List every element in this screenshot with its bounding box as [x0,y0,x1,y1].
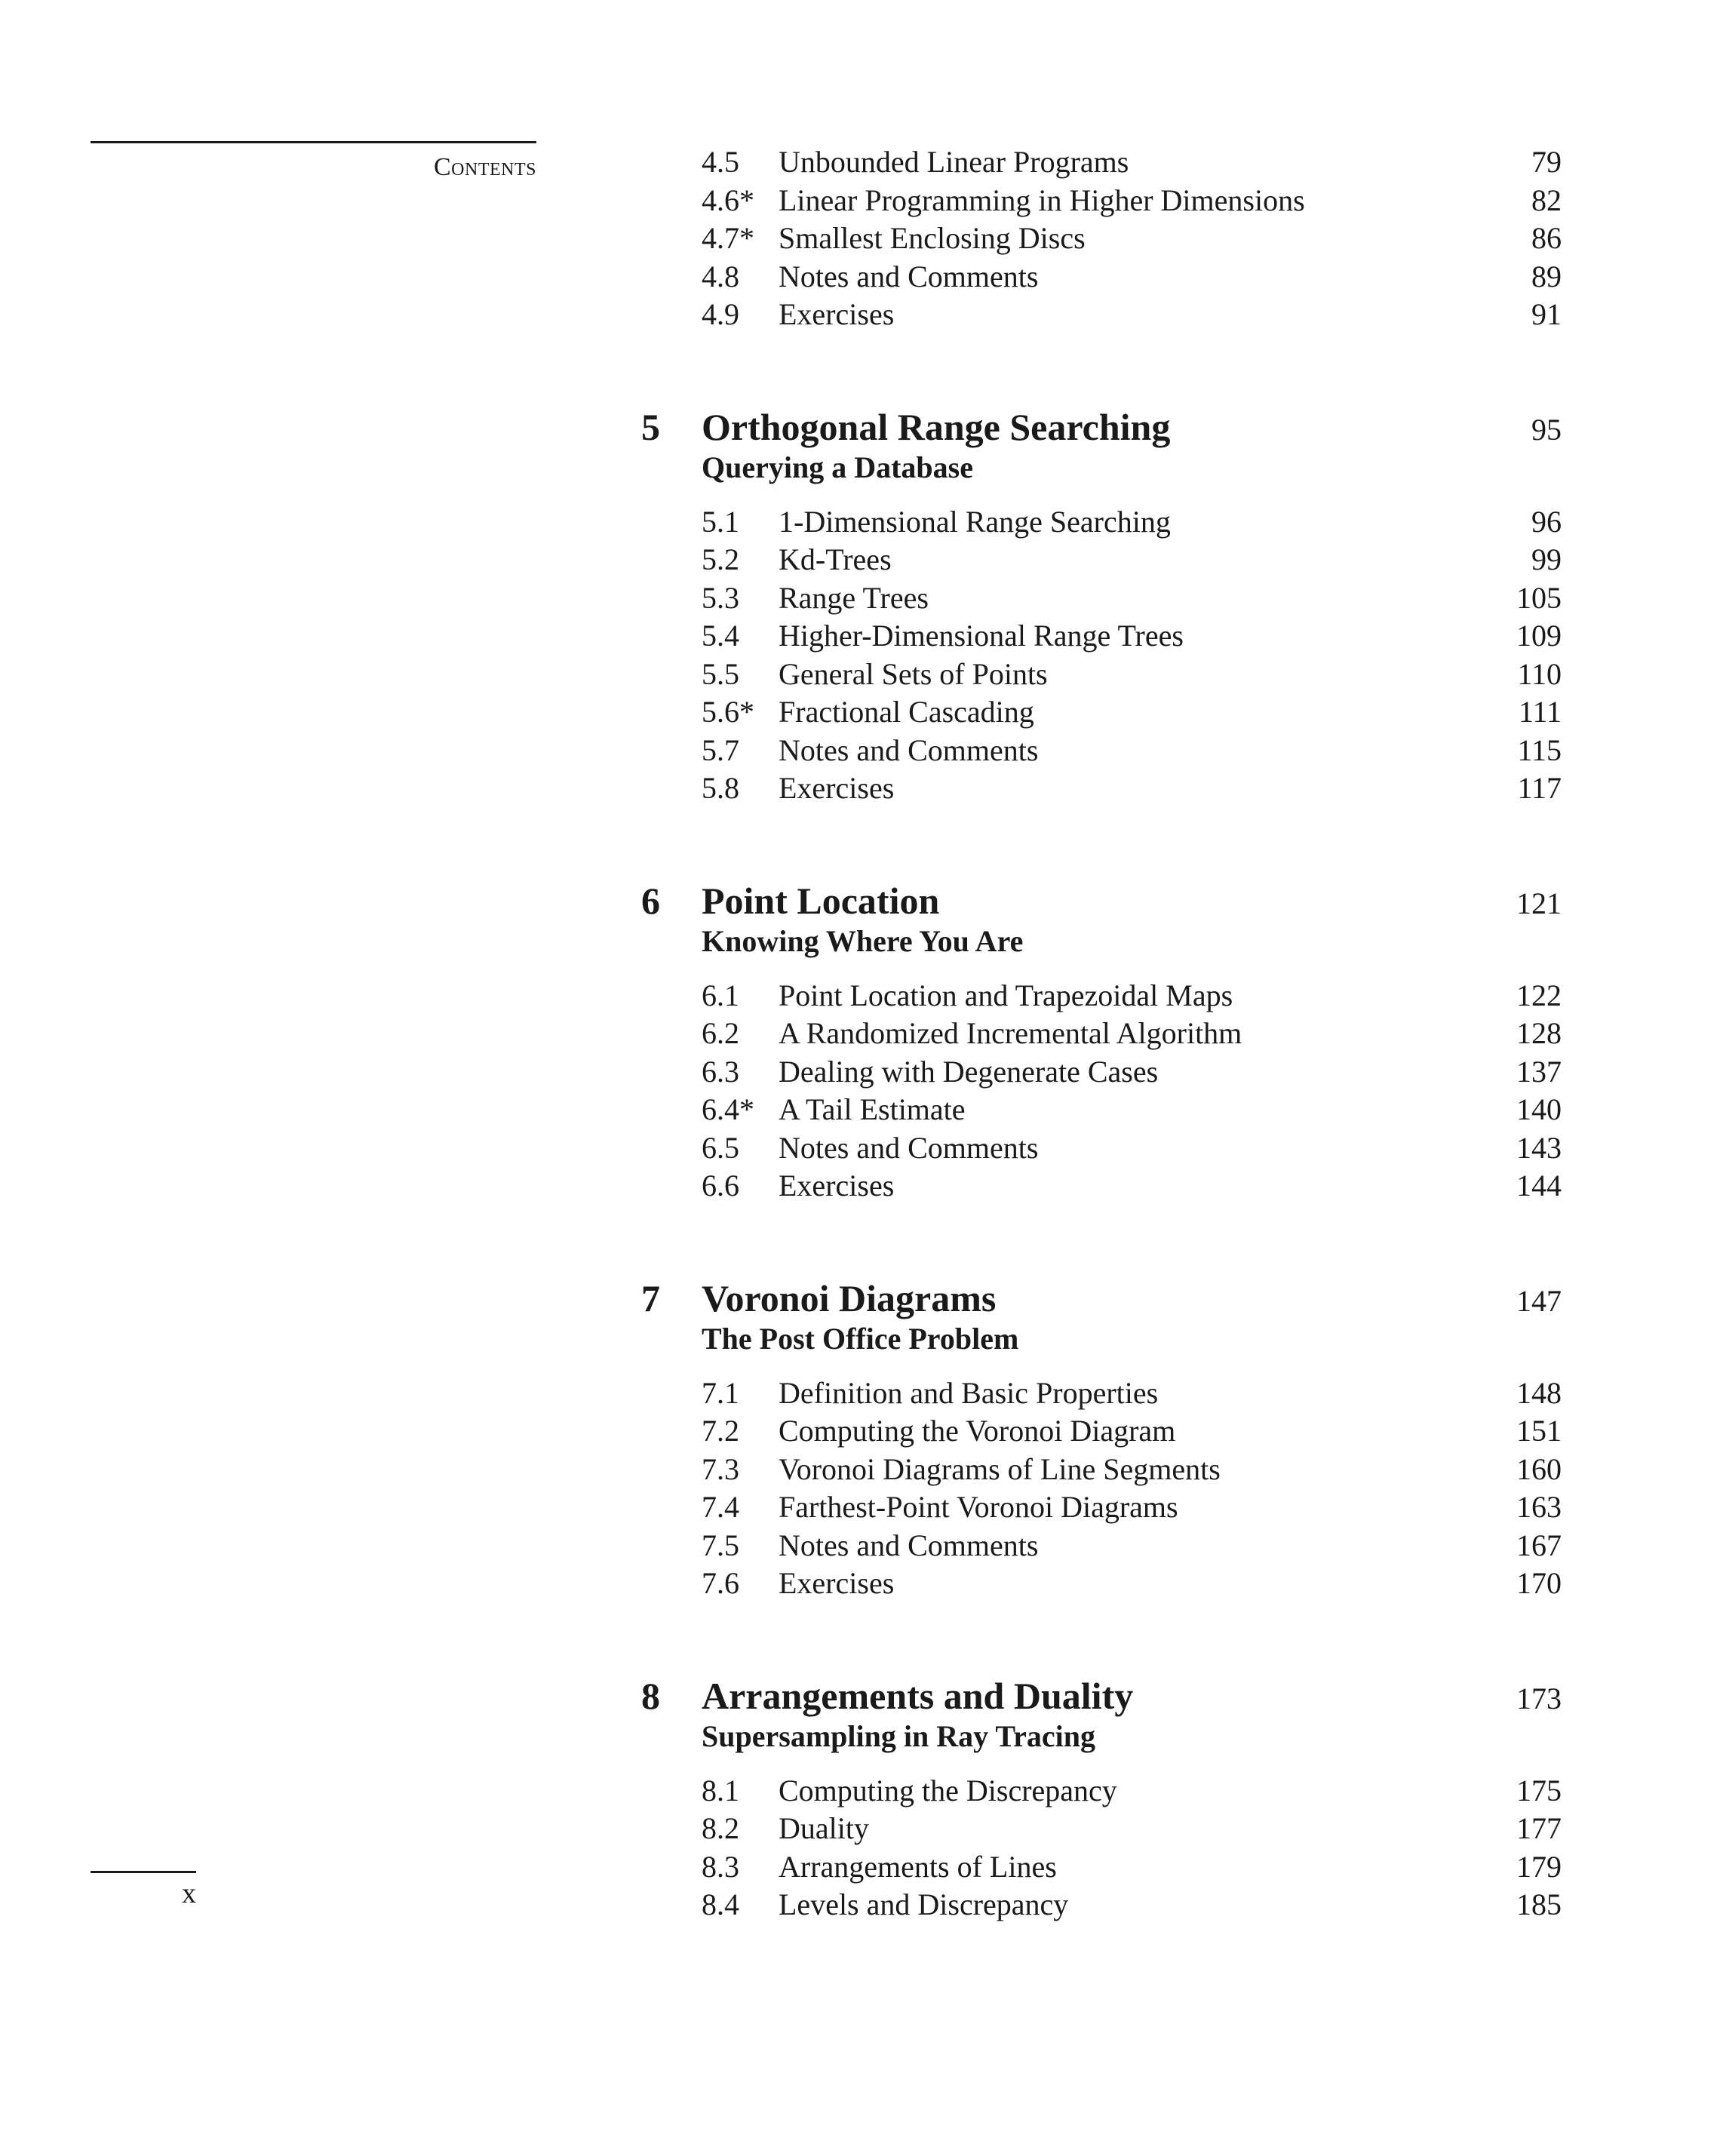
section-number: 4.6* [702,183,754,217]
section-page: 86 [1531,221,1562,255]
section-number: 7.1 [702,1375,739,1410]
section-page: 110 [1517,656,1562,691]
section-title: Farthest-Point Voronoi Diagrams [779,1490,1178,1524]
chapter-page: 173 [1516,1681,1562,1715]
section-page: 143 [1516,1130,1562,1165]
toc-entry[interactable] [641,617,1562,656]
chapter-subtitle: Supersampling in Ray Tracing [702,1718,1095,1753]
chapter-heading[interactable] [641,404,1562,450]
section-number: 5.3 [702,580,739,615]
section-number: 6.1 [702,978,739,1012]
section-page: 151 [1516,1414,1562,1448]
toc-entry[interactable] [641,1129,1562,1168]
toc-entry[interactable] [641,1167,1562,1205]
chapter-heading[interactable] [641,1275,1562,1322]
section-title: Range Trees [779,580,929,615]
chapter-page: 147 [1516,1283,1562,1318]
section-page: 128 [1516,1016,1562,1050]
section-title: Duality [779,1811,869,1845]
section-title: Dealing with Degenerate Cases [779,1054,1159,1089]
section-title: Levels and Discrepancy [779,1887,1069,1921]
section-number: 5.8 [702,771,739,805]
toc-entry[interactable] [641,1412,1562,1451]
chapter-subtitle: The Post Office Problem [702,1321,1019,1356]
section-number: 7.5 [702,1528,739,1562]
section-title: Exercises [779,1169,895,1202]
section-title: Point Location and Trapezoidal Maps [779,978,1233,1012]
section-page: 160 [1516,1451,1562,1486]
section-page: 111 [1518,695,1562,729]
section-title: General Sets of Points [779,656,1048,691]
section-page: 170 [1516,1566,1562,1600]
chapter-7 [641,1275,1562,1603]
section-number: 6.6 [702,1169,739,1202]
section-number: 4.9 [702,297,739,331]
section-page: 89 [1531,259,1562,293]
section-page: 115 [1517,732,1562,767]
chapter-5 [641,404,1562,808]
section-title: Unbounded Linear Programs [779,145,1129,179]
chapter-heading[interactable] [641,877,1562,924]
section-number: 8.3 [702,1849,739,1884]
chapter-4-continued [641,143,1562,334]
section-title: Higher-Dimensional Range Trees [779,619,1184,653]
section-number: 8.4 [702,1887,739,1921]
section-number: 5.7 [702,732,739,767]
section-number: 5.4 [702,619,739,653]
chapter-heading[interactable] [641,1672,1562,1719]
section-number: 5.6* [702,695,754,729]
section-title: Notes and Comments [779,732,1039,767]
section-page: 109 [1516,619,1562,653]
section-title: Linear Programming in Higher Dimensions [779,183,1305,217]
section-number: 6.3 [702,1054,739,1089]
toc-entry[interactable] [641,1451,1562,1489]
section-page: 167 [1516,1528,1562,1562]
chapter-number: 6 [641,879,660,922]
section-page: 99 [1531,542,1562,576]
toc-entry[interactable] [641,1091,1562,1129]
chapter-number: 7 [641,1276,660,1319]
table-of-contents [641,143,1562,1924]
section-page: 96 [1531,504,1562,539]
chapter-title: Arrangements and Duality [702,1674,1134,1717]
section-number: 6.5 [702,1130,739,1165]
section-title: Notes and Comments [779,259,1039,293]
toc-entry[interactable] [641,1886,1562,1924]
section-title: Computing the Voronoi Diagram [779,1414,1176,1448]
section-title: Fractional Cascading [779,695,1034,729]
section-number: 4.7* [702,221,754,255]
section-title: Definition and Basic Properties [779,1375,1159,1410]
running-head: Contents [433,153,536,181]
chapter-title: Orthogonal Range Searching [702,405,1171,448]
section-number: 7.6 [702,1566,739,1600]
section-page: 91 [1531,297,1562,331]
chapter-title: Point Location [702,879,940,922]
section-number: 4.5 [702,145,739,179]
toc-entry[interactable] [641,1810,1562,1848]
toc-entry[interactable] [641,693,1562,732]
section-number: 5.5 [702,656,739,691]
running-head-rule [91,141,536,143]
section-page: 137 [1516,1054,1562,1089]
section-title: Notes and Comments [779,1130,1039,1165]
toc-entry[interactable] [641,1374,1562,1413]
toc-entry[interactable] [641,1015,1562,1053]
section-number: 8.1 [702,1773,739,1807]
chapter-number: 5 [641,405,660,448]
section-title: Computing the Discrepancy [779,1773,1117,1807]
toc-entry[interactable] [641,1053,1562,1092]
section-page: 179 [1516,1849,1562,1884]
section-number: 4.8 [702,259,739,293]
section-title: Notes and Comments [779,1528,1039,1562]
chapter-title: Voronoi Diagrams [702,1276,997,1319]
section-title: A Randomized Incremental Algorithm [779,1016,1242,1050]
section-title: Arrangements of Lines [779,1849,1057,1884]
toc-entry[interactable] [641,220,1562,258]
section-number: 7.4 [702,1490,739,1524]
toc-entry[interactable] [641,1527,1562,1565]
chapter-page: 95 [1531,412,1562,447]
section-number: 6.4* [702,1092,754,1126]
chapter-subtitle: Knowing Where You Are [702,923,1024,958]
chapter-page: 121 [1516,886,1562,920]
section-page: 117 [1517,771,1562,805]
toc-entry[interactable] [641,1488,1562,1527]
chapter-number: 8 [641,1674,660,1717]
section-page: 177 [1516,1811,1562,1845]
page-number: x [182,1878,196,1909]
toc-entry[interactable] [641,977,1562,1015]
chapter-6 [641,877,1562,1205]
section-page: 175 [1516,1773,1562,1807]
section-number: 7.2 [702,1414,739,1448]
section-number: 8.2 [702,1811,739,1845]
toc-entry[interactable] [641,541,1562,579]
section-number: 5.1 [702,504,739,539]
section-page: 105 [1516,580,1562,615]
toc-entry[interactable] [641,769,1562,808]
section-page: 122 [1516,978,1562,1012]
section-title: Exercises [779,297,895,331]
section-page: 185 [1516,1887,1562,1921]
toc-entry[interactable] [641,503,1562,542]
section-title: Exercises [779,1566,895,1600]
section-page: 144 [1516,1169,1562,1202]
section-number: 7.3 [702,1451,739,1486]
toc-entry[interactable] [641,656,1562,694]
toc-entry[interactable] [641,143,1562,182]
section-number: 6.2 [702,1016,739,1050]
section-title: Kd-Trees [779,542,892,576]
section-number: 5.2 [702,542,739,576]
toc-entry[interactable] [641,1848,1562,1887]
toc-entry[interactable] [641,579,1562,618]
section-page: 82 [1531,183,1562,217]
section-title: A Tail Estimate [779,1092,966,1126]
toc-entry[interactable] [641,732,1562,770]
section-page: 148 [1516,1375,1562,1410]
section-title: Voronoi Diagrams of Line Segments [779,1451,1221,1486]
toc-entry[interactable] [641,1565,1562,1603]
toc-entry[interactable] [641,1772,1562,1810]
section-title: 1-Dimensional Range Searching [779,504,1171,539]
chapter-8 [641,1672,1562,1924]
section-title: Exercises [779,771,895,805]
section-title: Smallest Enclosing Discs [779,221,1086,255]
toc-entry[interactable] [641,182,1562,220]
section-page: 79 [1531,145,1562,179]
chapter-subtitle: Querying a Database [702,450,973,484]
section-page: 140 [1516,1092,1562,1126]
section-page: 163 [1516,1490,1562,1524]
toc-entry[interactable] [641,258,1562,296]
toc-entry[interactable] [641,296,1562,334]
folio-rule [91,1871,196,1873]
